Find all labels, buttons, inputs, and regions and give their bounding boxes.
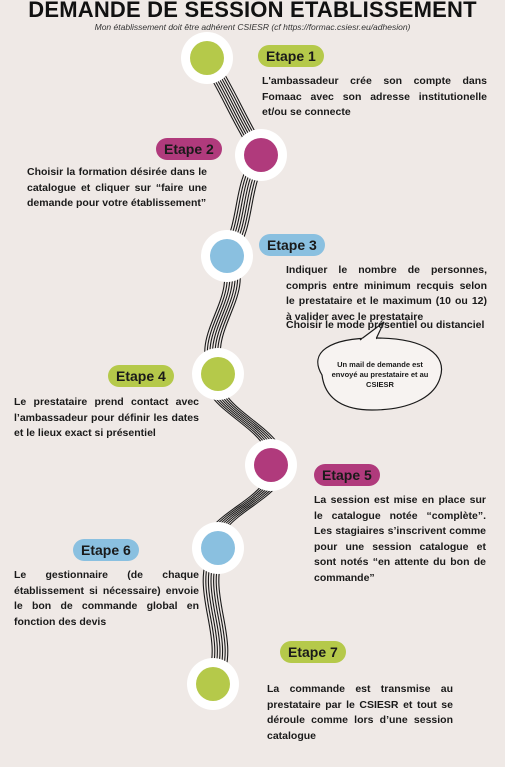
step-1-badge: Etape 1 [258, 45, 324, 67]
step-3-text: Indiquer le nombre de personnes, compris entre minimum recquis selon le prestataire et le maximum (10 ou 12) à valider avec le prestataire [286, 264, 487, 323]
step-7-badge: Etape 7 [280, 641, 346, 663]
step-3-text-2: Choisir le mode présentiel ou distanciel [286, 319, 485, 331]
page-title: DEMANDE DE SESSION ETABLISSEMENT [28, 0, 477, 22]
step-3-node [210, 239, 244, 273]
step-2-node [244, 138, 278, 172]
step-3-badge: Etape 3 [259, 234, 325, 256]
bubble-text: Un mail de demande est envoyé au prestataire et au CSIESR [331, 360, 429, 389]
step-2-text: Choisir la formation désirée dans le catalogue et cliquer sur “faire une demande pour votre établissement” [27, 166, 207, 209]
step-1-text: L'ambassadeur crée son compte dans Fomaac avec son adresse institutionelle et/ou se connecte [262, 75, 487, 118]
step-5-text: La session est mise en place sur le catalogue notée “complète”. Les stagiaires s’inscrivent comme pour une session catalogue et sont notés “en attente du bon de commande” [314, 494, 486, 584]
step-7-text: La commande est transmise au prestataire par le CSIESR et tout se déroule comme lors d’une session catalogue [267, 683, 453, 742]
step-2-badge: Etape 2 [156, 138, 222, 160]
page-subtitle: Mon établissement doit être adhérent CSIESR (cf https://formac.csiesr.eu/adhesion) [94, 22, 411, 32]
step-5-badge: Etape 5 [314, 464, 380, 486]
step-1-node [190, 41, 224, 75]
step-6-badge: Etape 6 [73, 539, 139, 561]
step-4-badge: Etape 4 [108, 365, 174, 387]
step-5-node [254, 448, 288, 482]
step-4-text: Le prestataire prend contact avec l’ambassadeur pour définir les dates et le lieux exact si présentiel [14, 396, 199, 439]
step-6-node [201, 531, 235, 565]
step-7-node [196, 667, 230, 701]
step-6-text: Le gestionnaire (de chaque établissement si nécessaire) envoie le bon de commande global en fonction des devis [14, 569, 199, 628]
step-4-node [201, 357, 235, 391]
